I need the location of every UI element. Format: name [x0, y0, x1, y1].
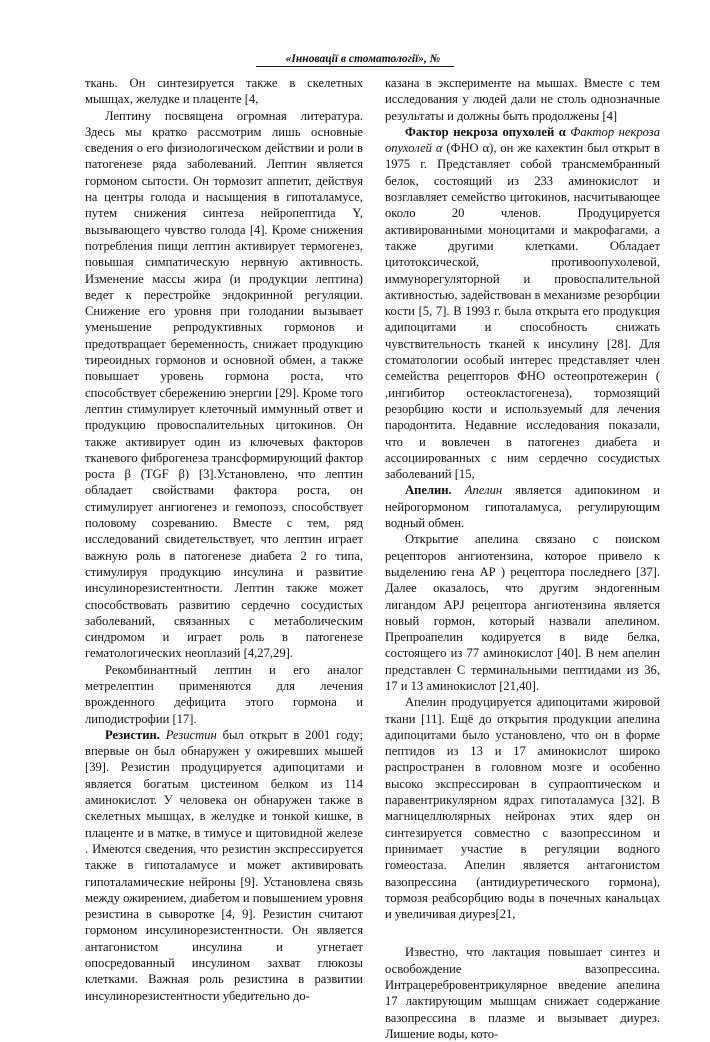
- section-heading: Фактор некроза опухолей α: [405, 124, 566, 139]
- paragraph: Известно, что лактация повышает синтез и освобождение вазопрессина. Интрацеребровентрикулярное введение апелина 17 лактирующим мышцам снижает содержание вазопрессина в плазме и вызывает диурез. Лишение воды, кото-: [385, 945, 660, 1041]
- paragraph: ткань. Он синтезируется также в скелетных мышцах, желудке и плаценте [4,: [85, 76, 363, 107]
- paragraph: Открытие апелина связано с поиском рецепторов ангиотензина, которое привело к выделению гена АР ) рецептора последнего [37]. Далее оказалось, что другим эндогенным лигандом APJ рецептора ангиотензина является новый гормон, который назвали апелином. Препроапелин кодируется в виде белка, состоящего из 77 аминокислот [40]. В нем апелин представлен С терминальными пептидами из 36, 17 и 13 аминокислот [21,40].: [385, 532, 660, 693]
- paragraph: Апелин. Апелин является адипокином и нейрогормоном гипоталамуса, регулирующим водный обмен.: [385, 483, 660, 531]
- right-column: [385, 75, 660, 1042]
- paragraph: Апелин продуцируется адипоцитами жировой ткани [11]. Ещё до открытия продукции апелина адипоцитами было установлено, что он в форме пептидов из 13 и 17 аминокислот широко распространен в головном мозге и особенно высоко экспрессирован в супраоптическом и паравентрикулярном ядрах гипоталамуса [32]. В магницеллюлярных нейронах этих ядер он синтезируется совместно с вазопрессином и принимает участие в регуляции водного гомеостаза. Апелин является антагонистом вазопрессина (антидиуретического гормона), тормозя реабсорбцию воды в почечных канальцах и увеличивая диурез[21,: [385, 695, 660, 922]
- paragraph: Лептину посвящена огромная литература. Здесь мы кратко рассмотрим лишь основные сведения о его физиологическом действии и роли в патогенезе ряда заболеваний. Лептин является гормоном сытости. Он тормозит аппетит, действуя на центры голода и насыщения в гипоталамусе, путем снижения синтеза нейропептида Y, вызывающего чувство голода [4]. Кроме снижения потребления пищи лептин активирует термогенез, повышая симпатическую нервную активность. Изменение массы жира (и продукции лептина) ведет к перестройке эндокринной регуляции. Снижение его уровня при голодании вызывает уменьшение репродуктивных гормонов и предотвращает беременность, снижает продукцию тиреоидных гормонов и основной обмен, а также повышает уровень гормона роста, что способствует сбережению энергии [29]. Кроме того лептин стимулирует клеточный иммунный ответ и продукцию провоспалительных цитокинов. Он также активирует один из ключевых факторов тканевого фиброгенеза трансформирующий фактор роста β (TGF β) [3].Установлено, что лептин обладает свойствами фактора роста, он стимулирует ангиогенез и гемопоэз, способствует половому созреванию. Вместе с тем, ряд исследований свидетельствует, что лептин играет важную роль в патогенезе диабета 2 го типа, стимулируя продукцию инсулина и развитие инсулинорезистентности. Лептин также может способствовать развитию сердечно сосудистых заболеваний, связанных с метаболическим синдромом и играет роль в патогенезе гематологических неоплазий [4,27,29].: [85, 108, 363, 661]
- paragraph: Рекомбинантный лептин и его аналог метрелептин применяются для лечения врожденного дефицита этого гормона и липодистрофии [17].: [85, 662, 363, 726]
- paragraph: Фактор некроза опухолей α Фактор некроза опухолей α (ФНО α), он же кахектин был открыт в 1975 г. Представляет собой трансмембранный белок, состоящий из 233 аминокислот и возглавляет семейство цитокинов, насчитывающее около 20 членов. Продуцируется активированными моноцитами и макрофагами, а также другими клетками. Обладает цитотоксической, противоопухолевой, иммунорегуляторной и провоспалительной активностью, задействован в механизме резорбции кости [5, 7]. В 1993 г. была открыта его продукция адипоцитами и способность снижать чувствительность тканей к инсулину [28]. Для стоматологии особый интерес представляет член семейства рецепторов ФНО остеопротежерин ( ,ингибитор остеокластогенеза), тормозящий резорбцию кости и используемый для лечения пародонтита. Недавние исследования показали, что и вовлечен в патогенез диабета и ассоциированных с ним сердечно сосудистых заболеваний [15,: [385, 124, 661, 482]
- journal-title: «Інновації в стоматології», №: [256, 53, 455, 67]
- section-heading: Резистин.: [105, 727, 160, 742]
- paragraph: казана в эксперименте на мышах. Вместе с тем исследования у людей дали не столь однозначные результаты и должны быть продолжены [4]: [385, 76, 660, 123]
- left-column: [85, 75, 363, 1004]
- section-heading: Апелин.: [405, 483, 452, 498]
- paragraph: Резистин. Резистин был открыт в 2001 году; впервые он был обнаружен у ожиревших мышей [39]. Резистин продуцируется адипоцитами и является богатым цистеином белком из 114 аминокислот. У человека он обнаружен также в скелетных мышцах, в желудке и тонкой кишке, в плаценте и в матке, в тимусе и щитовидной железе . Имеются сведения, что резистин экспрессируется также в гипоталамусе и может активировать гипоталамические нейроны [9]. Установлена связь между ожирением, диабетом и повышением уровня резистина в сыворотке [4, 9]. Резистин считают гормоном инсулинорезистентности. Он является антагонистом инсулина и угнетает опосредованный инсулином захват глюкозы клетками. Важная роль резистина в развитии инсулинорезистентности убедительно до-: [85, 727, 364, 1003]
- journal-header: [0, 53, 710, 67]
